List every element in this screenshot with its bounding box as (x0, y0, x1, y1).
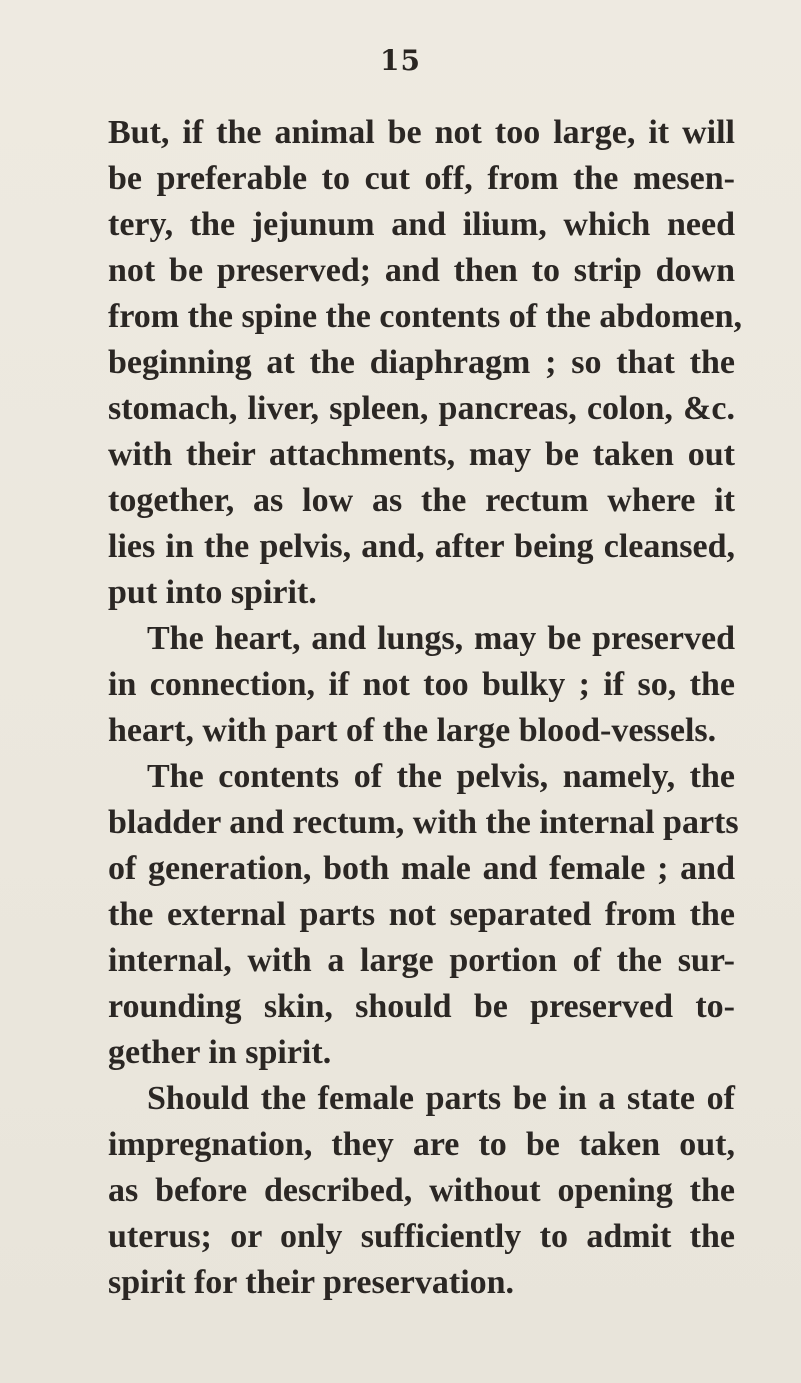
paragraph-3-line-4: the external parts not separated from the (108, 896, 735, 933)
paragraph-2-line-1: The heart, and lungs, may be preserved (147, 620, 735, 657)
paragraph-3-line-3: of generation, both male and female ; and (108, 850, 735, 887)
paragraph-4-line-1: Should the female parts be in a state of (147, 1080, 735, 1117)
paragraph-1-line-4: not be preserved; and then to strip down (108, 252, 735, 289)
paragraph-2-line-3: heart, with part of the large blood-vessels. (108, 712, 717, 749)
paragraph-1-line-6: beginning at the diaphragm ; so that the (108, 344, 735, 381)
paragraph-1-line-11: put into spirit. (108, 574, 317, 611)
paragraph-3-line-7: gether in spirit. (108, 1034, 332, 1071)
paragraph-3-line-1: The contents of the pelvis, namely, the (147, 758, 735, 795)
paragraph-1-line-7: stomach, liver, spleen, pancreas, colon, &c. (108, 390, 735, 427)
paragraph-4-line-4: uterus; or only sufficiently to admit the (108, 1218, 735, 1255)
paragraph-1-line-2: be preferable to cut off, from the mesen- (108, 160, 735, 197)
paragraph-2-line-2: in connection, if not too bulky ; if so, the (108, 666, 735, 703)
paragraph-1-line-10: lies in the pelvis, and, after being cleansed, (108, 528, 735, 565)
paragraph-1-line-3: tery, the jejunum and ilium, which need (108, 206, 735, 243)
paragraph-1-line-1: But, if the animal be not too large, it will (108, 114, 735, 151)
paragraph-4-line-5: spirit for their preservation. (108, 1264, 515, 1301)
paragraph-3-line-5: internal, with a large portion of the sur- (108, 942, 735, 979)
paragraph-1-line-9: together, as low as the rectum where it (108, 482, 735, 519)
paragraph-4-line-3: as before described, without opening the (108, 1172, 735, 1209)
page-number: 15 (380, 44, 421, 77)
paragraph-1-line-5: from the spine the contents of the abdomen, (108, 298, 743, 335)
paragraph-1-line-8: with their attachments, may be taken out (108, 436, 735, 473)
paragraph-4-line-2: impregnation, they are to be taken out, (108, 1126, 735, 1163)
paragraph-3-line-2: bladder and rectum, with the internal parts (108, 804, 739, 841)
paragraph-3-line-6: rounding skin, should be preserved to- (108, 988, 735, 1025)
